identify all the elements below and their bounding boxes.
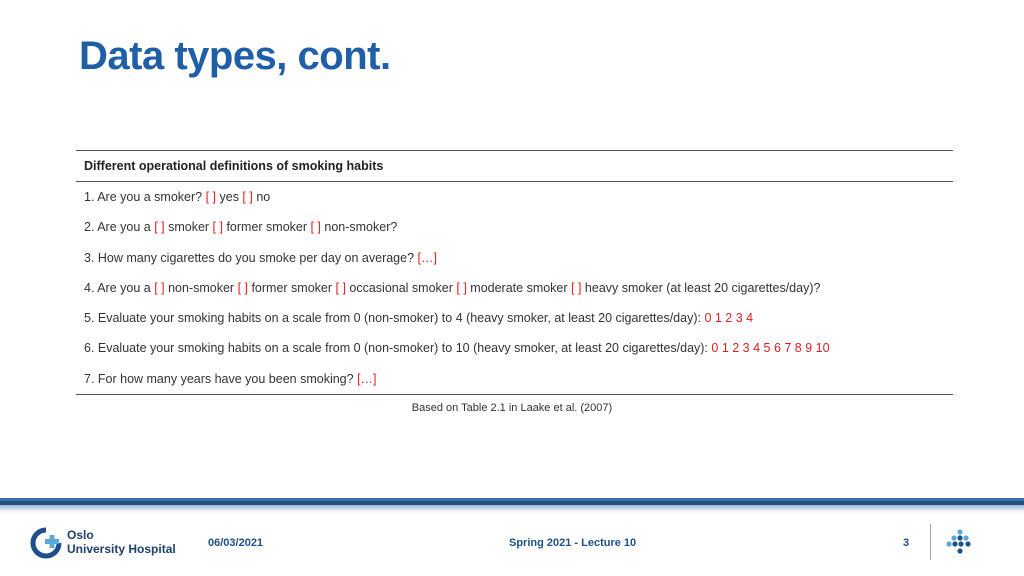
dots-cross-icon — [946, 528, 974, 556]
footer-separator — [930, 524, 931, 560]
table-row — [76, 182, 953, 212]
question-text: 1. Are you a smoker? — [84, 190, 206, 204]
smoking-definitions-table — [76, 150, 953, 395]
footer-page-number: 3 — [903, 537, 910, 549]
table-bottom-rule — [76, 394, 953, 395]
question-text: 3. How many cigarettes do you smoke per day on average? — [84, 250, 418, 265]
table-row — [76, 243, 953, 273]
answer-option: [ ] — [335, 280, 346, 295]
answer-option: [ ] — [571, 280, 582, 295]
question-text: moderate smoker — [466, 280, 572, 295]
question-text: former smoker — [222, 220, 311, 235]
table-row — [76, 333, 953, 363]
table-body — [76, 182, 953, 394]
question-text: heavy smoker (at least 20 cigarettes/day)? — [581, 280, 821, 295]
table-row — [76, 303, 953, 333]
answer-option: 0 1 2 3 4 5 6 7 8 9 10 — [711, 341, 830, 356]
footer-course: Spring 2021 - Lecture 10 — [509, 537, 637, 549]
table-row — [76, 212, 953, 242]
question-text: 7. For how many years have you been smoking? — [84, 371, 358, 386]
question-text: smoker — [164, 220, 213, 235]
answer-option: [ ] — [205, 190, 217, 204]
answer-option: […] — [357, 371, 377, 386]
question-text: occasional smoker — [345, 280, 457, 295]
answer-option: [ ] — [212, 220, 223, 235]
table-caption: Based on Table 2.1 in Laake et al. (2007) — [411, 402, 613, 414]
question-text: no — [252, 190, 271, 204]
answer-option: [ ] — [310, 220, 321, 235]
question-text: non-smoker? — [320, 220, 398, 235]
question-text: 2. Are you a — [84, 220, 155, 235]
oslo-university-hospital-logo-icon — [30, 527, 62, 559]
answer-option: [ ] — [154, 220, 165, 235]
question-text: non-smoker — [164, 280, 238, 295]
question-text: 5. Evaluate your smoking habits on a scale from 0 (non-smoker) to 4 (heavy smoker, at least 20 cigarettes/day): — [84, 311, 705, 326]
question-text: 6. Evaluate your smoking habits on a scale from 0 (non-smoker) to 10 (heavy smoker, at least 20 cigarettes/day): — [84, 341, 712, 356]
footer-date: 06/03/2021 — [208, 537, 264, 549]
table-row — [76, 364, 953, 394]
question-text: 4. Are you a — [84, 280, 155, 295]
answer-option: [ ] — [242, 190, 253, 204]
logo-line2: University Hospital — [67, 542, 176, 556]
answer-option: [ ] — [154, 280, 165, 295]
table-header: Different operational definitions of smoking habits — [84, 159, 384, 173]
slide-title: Data types, cont. — [79, 34, 391, 78]
answer-option: 0 1 2 3 4 — [704, 311, 754, 326]
answer-option: [ ] — [237, 280, 248, 295]
table-row — [76, 273, 953, 303]
hospital-logo — [30, 527, 180, 561]
question-text: former smoker — [247, 280, 336, 295]
logo-wordmark — [67, 528, 176, 556]
logo-line1: Oslo — [67, 528, 94, 542]
answer-option: [ ] — [456, 280, 467, 295]
answer-option: […] — [417, 250, 437, 265]
footer-band-fade — [0, 510, 1024, 514]
question-text: yes — [216, 190, 243, 204]
